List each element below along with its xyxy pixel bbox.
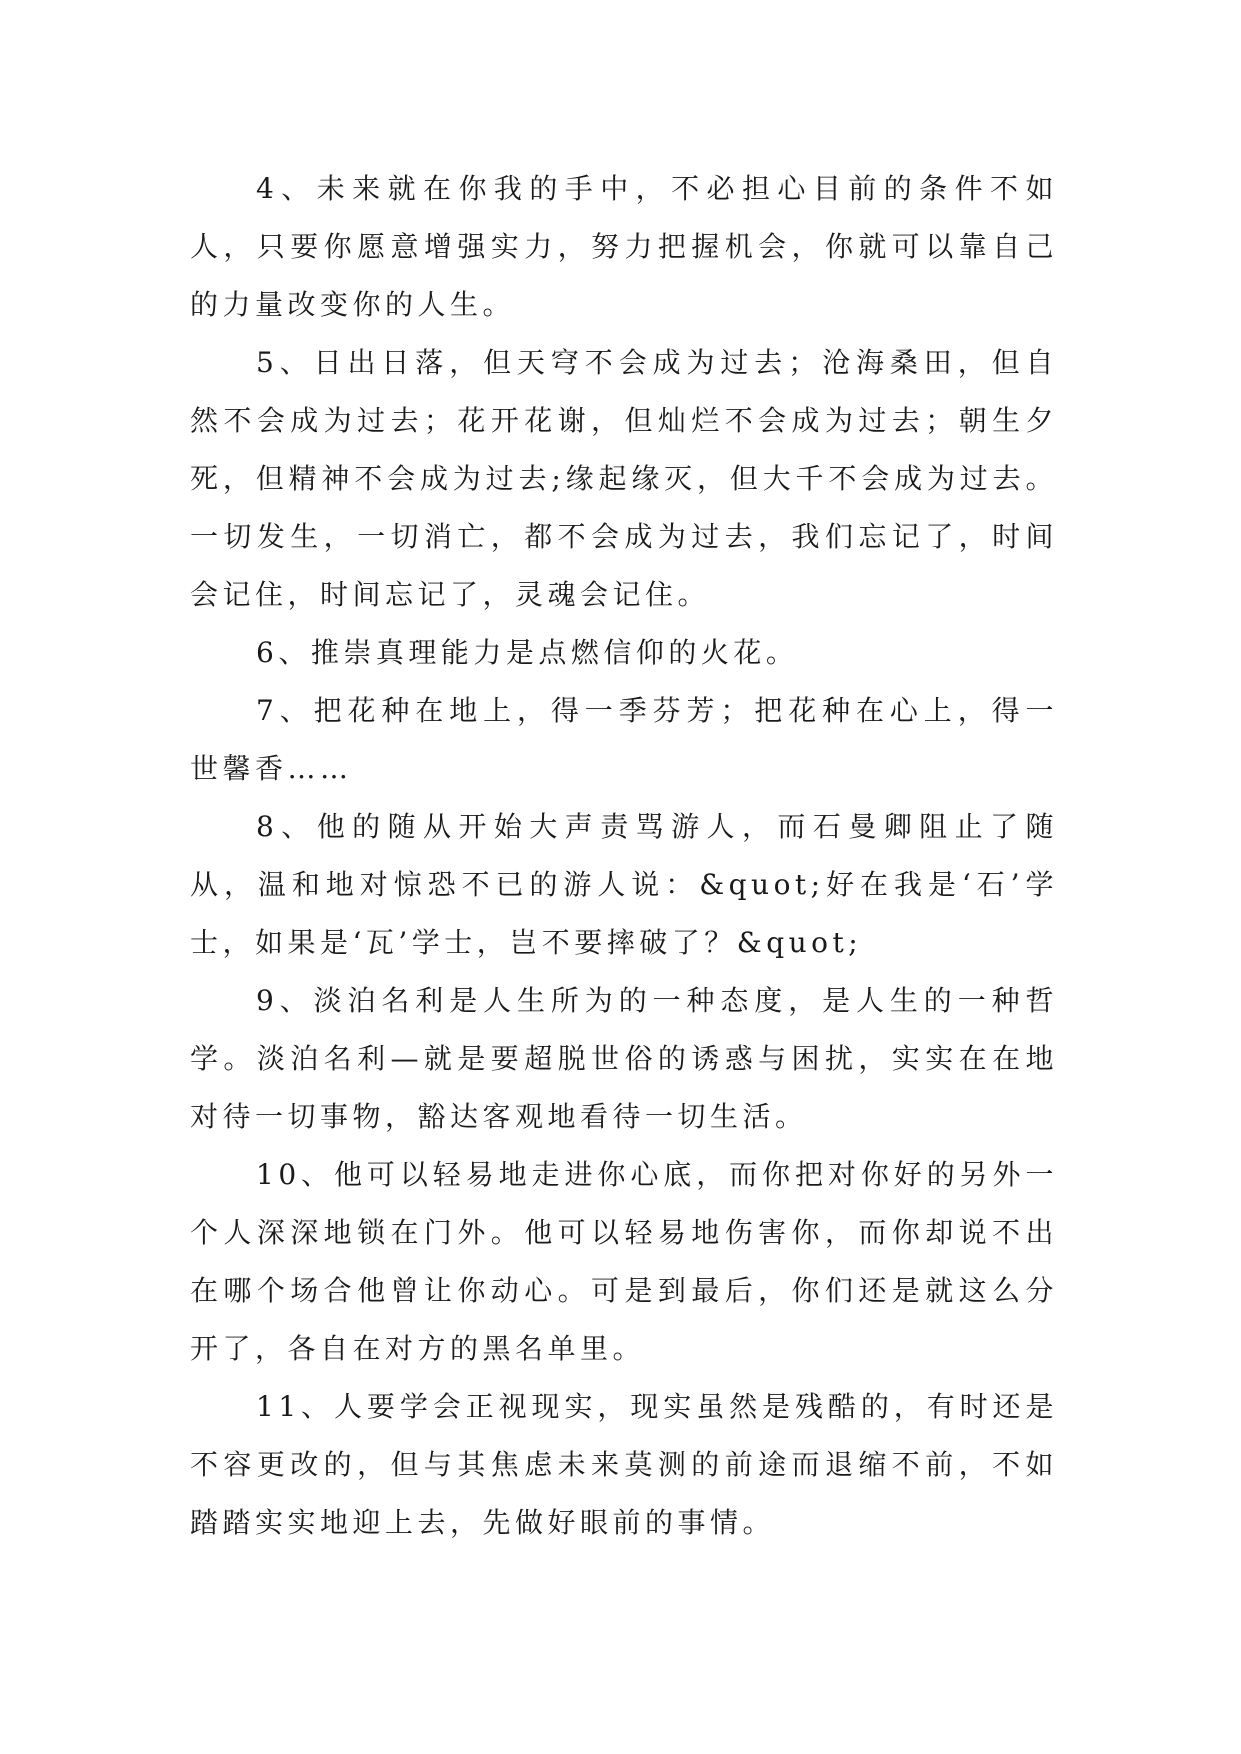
document-body <box>190 160 1058 1552</box>
paragraph-11: 11、人要学会正视现实，现实虽然是残酷的，有时还是不容更改的，但与其焦虑未来莫测的前途而退缩不前，不如踏踏实实地迎上去，先做好眼前的事情。 <box>190 1390 1058 1539</box>
paragraph-4: 4、未来就在你我的手中，不必担心目前的条件不如人，只要你愿意增强实力，努力把握机会，你就可以靠自己的力量改变你的人生。 <box>190 172 1058 321</box>
paragraph-5: 5、日出日落，但天穹不会成为过去；沧海桑田，但自然不会成为过去；花开花谢，但灿烂不会成为过去；朝生夕死，但精神不会成为过去;缘起缘灭，但大千不会成为过去。一切发生，一切消亡，都不会成为过去，我们忘记了，时间会记住，时间忘记了，灵魂会记住。 <box>190 346 1058 611</box>
paragraph-8: 8、他的随从开始大声责骂游人，而石曼卿阻止了随从，温和地对惊恐不已的游人说：&quot;好在我是‘石’学士，如果是‘瓦’学士，岂不要摔破了？&quot; <box>190 810 1058 959</box>
paragraph-10: 10、他可以轻易地走进你心底，而你把对你好的另外一个人深深地锁在门外。他可以轻易地伤害你，而你却说不出在哪个场合他曾让你动心。可是到最后，你们还是就这么分开了，各自在对方的黑名单里。 <box>190 1158 1058 1365</box>
paragraph-6: 6、推崇真理能力是点燃信仰的火花。 <box>256 636 799 669</box>
paragraph-9: 9、淡泊名利是人生所为的一种态度，是人生的一种哲学。淡泊名利—就是要超脱世俗的诱惑与困扰，实实在在地对待一切事物，豁达客观地看待一切生活。 <box>190 984 1058 1133</box>
paragraph-7: 7、把花种在地上，得一季芬芳；把花种在心上，得一世馨香…… <box>190 694 1058 785</box>
